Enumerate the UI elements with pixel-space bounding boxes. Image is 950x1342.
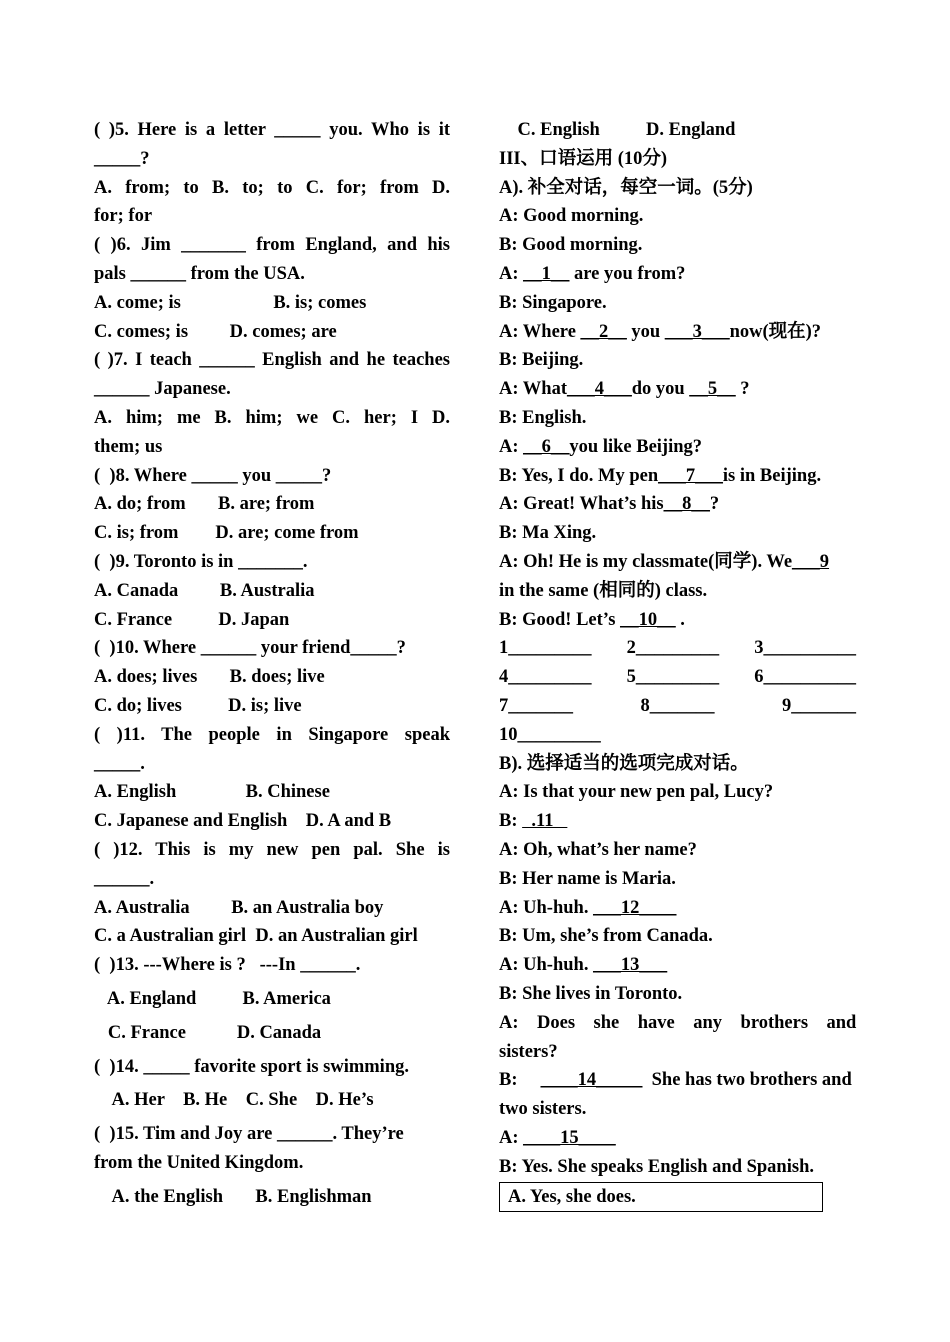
dialog-text: A: What	[499, 379, 568, 400]
dialog-text: A: Oh! He is my classmate(同学). We	[499, 551, 793, 572]
answer-blank-row	[499, 663, 856, 692]
dialog-text: ?	[709, 494, 720, 515]
dialog-text: B: Singapore.	[499, 292, 607, 313]
answer-blank-row	[499, 692, 856, 721]
dialog-text: A: Good morning.	[499, 206, 644, 227]
dialog-line	[499, 346, 856, 375]
dialog-text: now(现在)?	[729, 321, 822, 342]
dialog-text: .	[675, 609, 685, 630]
answer-blank: ___13___	[593, 955, 668, 976]
dialog-text: in the same (相同的) class.	[499, 580, 708, 601]
answer-blank: ___3___	[664, 321, 730, 342]
dialog-text: A:	[499, 436, 524, 457]
dialog-text: A: Does she have any brothers and	[499, 1012, 857, 1033]
question-line: ( )5. Here is a letter _____ you. Who is it	[94, 120, 450, 140]
question-line: A. Her B. He C. She D. He’s	[94, 1090, 374, 1111]
dialog-text: B: She lives in Toronto.	[499, 983, 683, 1004]
answer-blank: ____15____	[523, 1127, 616, 1148]
answer-blank-cell: 3__________	[754, 638, 856, 659]
dialog-line	[499, 462, 856, 491]
answer-blank: ____14_____	[540, 1070, 643, 1091]
question-line: C. a Australian girl D. an Australian girl	[94, 926, 418, 947]
dialog-line	[499, 433, 856, 462]
dialog-text: B: Um, she’s from Canada.	[499, 926, 713, 947]
answer-blank-cell: 1_________	[499, 638, 592, 659]
answer-blank: __1__	[523, 263, 570, 284]
answer-blank-cell: 6__________	[754, 667, 856, 688]
dialog-text: B: Beijing.	[499, 350, 584, 371]
dialog-line	[499, 894, 856, 923]
dialog-line	[499, 1066, 856, 1095]
question-line: from the United Kingdom.	[94, 1152, 304, 1173]
dialog-line	[499, 548, 856, 577]
dialog-line	[499, 807, 856, 836]
answer-blank-cell: 7_______	[499, 695, 573, 716]
question-line: pals ______ from the USA.	[94, 263, 305, 284]
part-b-title: B). 选择适当的选项完成对话。	[499, 753, 749, 774]
question-line: A. the English B. Englishman	[94, 1186, 372, 1207]
question-line: ( )10. Where ______ your friend_____?	[94, 638, 406, 659]
question-line: A. English B. Chinese	[94, 782, 330, 803]
dialog-text: A:	[499, 1127, 524, 1148]
dialog-text: B:	[499, 1070, 541, 1091]
dialog-text: A: Great! What’s his	[499, 494, 664, 515]
answer-blank: ___12____	[593, 897, 677, 918]
answer-blank: __2__	[580, 321, 627, 342]
dialog-line	[499, 519, 856, 548]
dialog-text: are you from?	[569, 263, 686, 284]
question-line: A. him; me B. him; we C. her; I D.	[94, 407, 450, 428]
answer-blank-cell: 4_________	[499, 667, 592, 688]
dialog-line	[499, 1009, 856, 1038]
question-line: ( )14. _____ favorite sport is swimming.	[94, 1056, 409, 1077]
left-column	[94, 116, 450, 1211]
dialog-text: is in Beijing.	[722, 465, 822, 486]
dialog-line	[499, 865, 856, 894]
answer-blank: ___7___	[658, 465, 723, 486]
part-a-title: A). 补全对话，每空一词。(5分)	[499, 177, 753, 198]
dialog-text: two sisters.	[499, 1099, 587, 1120]
question-line: ( )12. This is my new pen pal. She is	[94, 839, 450, 860]
option-box-text: A. Yes, she does.	[499, 1182, 823, 1212]
answer-blank: ___4___	[567, 379, 632, 400]
question-line: ( )9. Toronto is in _______.	[94, 551, 308, 572]
dialog-line	[499, 318, 856, 347]
dialog-text: A:	[499, 263, 524, 284]
question-line: ( )6. Jim _______ from England, and his	[94, 235, 450, 256]
question-line: A. Australia B. an Australia boy	[94, 897, 384, 918]
question-line: them; us	[94, 436, 163, 457]
dialog-line	[499, 289, 856, 318]
dialog-text: you	[626, 321, 665, 342]
answer-blank-cell: 8_______	[640, 695, 715, 716]
dialog-b	[499, 778, 856, 1181]
dialog-text: A: Where	[499, 321, 581, 342]
dialog-line	[499, 490, 856, 519]
answer-blank-cell: 2_________	[626, 638, 720, 659]
dialog-line	[499, 1038, 856, 1067]
dialog-text: B: English.	[499, 407, 587, 428]
answer-blanks	[499, 634, 856, 720]
question-line: ( )13. ---Where is ? ---In ______.	[94, 955, 361, 976]
right-column	[499, 116, 856, 1212]
dialog-text: B: Good morning.	[499, 235, 643, 256]
dialog-text: B: Ma Xing.	[499, 523, 597, 544]
dialog-text: sisters?	[499, 1041, 558, 1062]
question-line: ______ Japanese.	[94, 379, 231, 400]
dialog-line	[499, 231, 856, 260]
dialog-line	[499, 375, 856, 404]
question-line: C. France D. Canada	[94, 1022, 322, 1043]
dialog-text: do you	[631, 379, 690, 400]
question-line: A. England B. America	[94, 988, 331, 1009]
answer-blank: ___9	[792, 551, 830, 572]
question-line: ( )11. The people in Singapore speak	[94, 724, 450, 745]
dialog-line	[499, 922, 856, 951]
answer-blank: __10__	[620, 609, 676, 630]
dialog-text: A: Uh-huh.	[499, 955, 594, 976]
dialog-line	[499, 836, 856, 865]
answer-blank-10: 10_________	[499, 724, 601, 745]
question-line: A. Canada B. Australia	[94, 580, 315, 601]
answer-blank: __5__	[689, 379, 736, 400]
dialog-text: B: Her name is Maria.	[499, 868, 676, 889]
dialog-text: B: Yes. She speaks English and Spanish.	[499, 1156, 814, 1177]
question-line: C. France D. Japan	[94, 609, 290, 630]
dialog-text: She has two brothers and	[642, 1070, 852, 1091]
dialog-text: A: Oh, what’s her name?	[499, 839, 697, 860]
dialog-line	[499, 778, 856, 807]
question-line: C. do; lives D. is; live	[94, 695, 302, 716]
question-line: for; for	[94, 206, 153, 227]
dialog-text: you like Beijing?	[569, 436, 703, 457]
question-15-options-cd: C. English D. England	[499, 120, 736, 140]
dialog-a	[499, 202, 856, 634]
question-line: A. come; is B. is; comes	[94, 292, 367, 313]
dialog-line	[499, 404, 856, 433]
question-line: ( )8. Where _____ you _____?	[94, 465, 332, 486]
question-line: A. does; lives B. does; live	[94, 667, 325, 688]
question-line: ( )15. Tim and Joy are ______. They’re	[94, 1124, 404, 1145]
dialog-text: B: Yes, I do. My pen	[499, 465, 659, 486]
question-line: C. comes; is D. comes; are	[94, 321, 337, 342]
dialog-text: B:	[499, 811, 523, 832]
question-line: C. is; from D. are; come from	[94, 523, 359, 544]
question-line: C. Japanese and English D. A and B	[94, 811, 392, 832]
dialog-line	[499, 980, 856, 1009]
dialog-line	[499, 1095, 856, 1124]
dialog-line	[499, 260, 856, 289]
question-line: _____?	[94, 148, 150, 169]
dialog-line	[499, 951, 856, 980]
question-line: ( )7. I teach ______ English and he teaches	[94, 350, 450, 371]
answer-blank-row	[499, 634, 856, 663]
answer-blank-cell: 9_______	[782, 695, 856, 716]
dialog-text: ?	[735, 379, 750, 400]
dialog-text: B: Good! Let’s	[499, 609, 621, 630]
option-box	[499, 1181, 856, 1212]
question-line: ______.	[94, 868, 155, 889]
dialog-line	[499, 606, 856, 635]
section-title: III、口语运用 (10分)	[499, 148, 668, 169]
dialog-line	[499, 1153, 856, 1182]
dialog-line	[499, 577, 856, 606]
answer-blank: __8__	[663, 494, 710, 515]
dialog-text: A: Uh-huh.	[499, 897, 594, 918]
answer-blank: __6__	[523, 436, 570, 457]
dialog-line	[499, 1124, 856, 1153]
dialog-text: A: Is that your new pen pal, Lucy?	[499, 782, 774, 803]
question-line: A. do; from B. are; from	[94, 494, 315, 515]
answer-blank-cell: 5_________	[626, 667, 720, 688]
dialog-line	[499, 202, 856, 231]
question-line: _____.	[94, 753, 145, 774]
answer-blank: .11	[522, 811, 568, 832]
question-line: A. from; to B. to; to C. for; from D.	[94, 177, 450, 198]
